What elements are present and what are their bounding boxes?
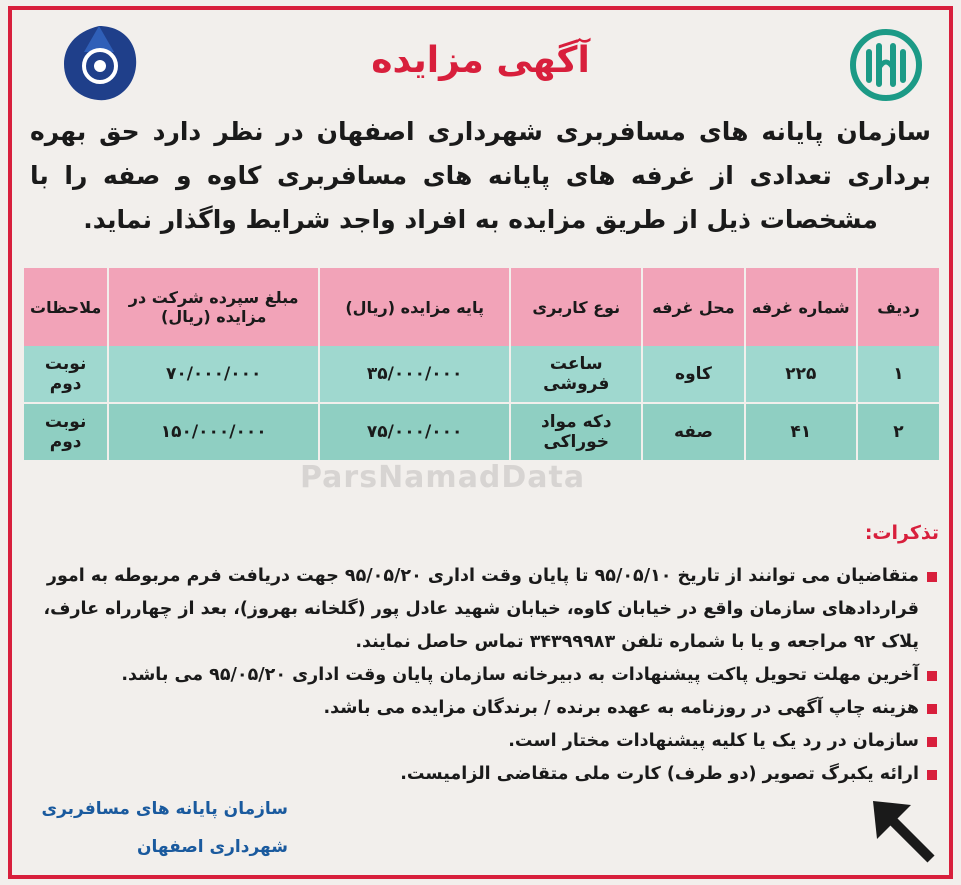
col-header: نوع کاربری	[509, 268, 641, 346]
table-cell: ۷۵/۰۰۰/۰۰۰	[318, 402, 509, 460]
table-cell: ۳۵/۰۰۰/۰۰۰	[318, 346, 509, 402]
table-cell: ساعت فروشی	[509, 346, 641, 402]
footer-org-line1: سازمان پایانه های مسافربری	[41, 799, 288, 819]
col-header: ملاحظات	[22, 268, 107, 346]
table-cell: ۷۰/۰۰۰/۰۰۰	[107, 346, 318, 402]
col-header: محل غرفه	[641, 268, 743, 346]
table-cell: دکه مواد خوراکی	[509, 402, 641, 460]
watermark-text: ParsNamadData	[300, 460, 586, 495]
ad-title: آگهی مزایده	[371, 40, 590, 81]
table-cell: صفه	[641, 402, 743, 460]
table-row	[22, 402, 939, 460]
list-item: سازمان در رد یک یا کلیه پیشنهادات مختار است.	[368, 725, 939, 758]
notes-list	[28, 560, 939, 791]
booths-table	[22, 268, 939, 460]
list-item: متقاضیان می توانند از تاریخ ۹۵/۰۵/۱۰ تا پایان وقت اداری ۹۵/۰۵/۲۰ جهت دریافت فرم مربوطه به امور قراردادهای سازمان واقع در خیابان کاوه، خیابان شهید عادل پور (گلخانه بهروز)، بعد از چهارراه عارف، پلاک ۹۲ مراجعه و یا با شماره تلفن ۳۴۳۹۹۹۸۳ تماس حاصل نمایند.	[28, 560, 939, 659]
municipality-logo-icon	[849, 28, 923, 102]
table-cell: ۲	[856, 402, 939, 460]
col-header: پایه مزایده (ریال)	[318, 268, 509, 346]
table-cell: نوبت دوم	[22, 346, 107, 402]
intro-paragraph: سازمان پایانه های مسافربری شهرداری اصفهان در نظر دارد حق بهره برداری تعدادی از غرفه های پایانه های مسافربری کاوه و صفه را با مشخصات ذیل از طریق مزایده به افراد واجد شرایط واگذار نماید.	[30, 117, 931, 234]
arrow-up-left-icon	[865, 793, 937, 865]
list-item: ارائه یکبرگ تصویر (دو طرف) کارت ملی متقاضی الزامیست.	[368, 758, 939, 791]
table-cell: ۱	[856, 346, 939, 402]
footer-organization	[38, 790, 288, 866]
notes-title: تذکرات:	[864, 522, 939, 544]
col-header: ردیف	[856, 268, 939, 346]
table-header-row	[22, 268, 939, 346]
list-item: هزینه چاپ آگهی در روزنامه به عهده برنده / برندگان مزایده می باشد.	[28, 692, 939, 725]
table-cell: ۴۱	[744, 402, 856, 460]
col-header: مبلغ سپرده شرکت در مزایده (ریال)	[107, 268, 318, 346]
header	[20, 14, 941, 102]
table-cell: ۱۵۰/۰۰۰/۰۰۰	[107, 402, 318, 460]
list-item: آخرین مهلت تحویل پاکت پیشنهادات به دبیرخانه سازمان پایان وقت اداری ۹۵/۰۵/۲۰ می باشد.	[28, 659, 939, 692]
table-cell: ۲۲۵	[744, 346, 856, 402]
table-cell: نوبت دوم	[22, 402, 107, 460]
footer-org-line2: شهرداری اصفهان	[137, 837, 288, 857]
table-row	[22, 346, 939, 402]
table-cell: کاوه	[641, 346, 743, 402]
col-header: شماره غرفه	[744, 268, 856, 346]
